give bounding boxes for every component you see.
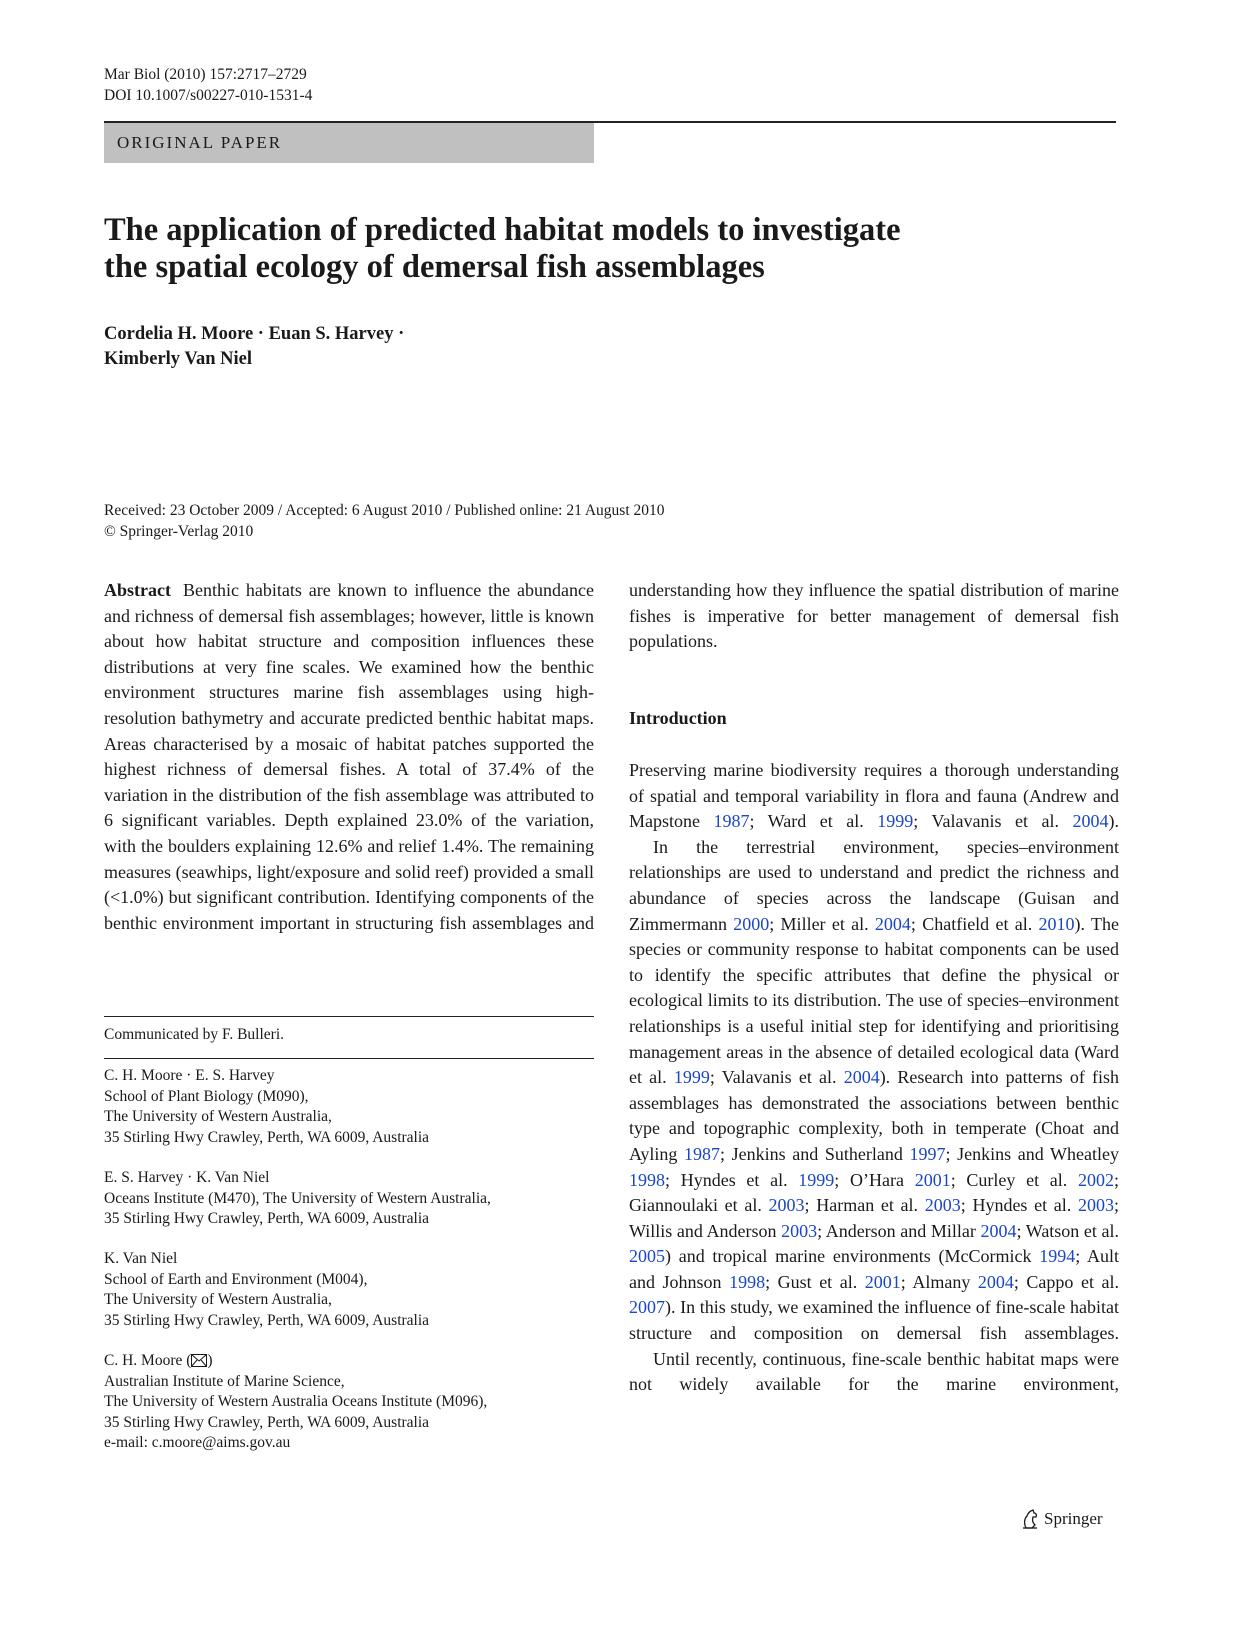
paragraph-text: ). In this study, we examined the influence of fine-scale habitat structure and composition on demersal fish assemblages.: [629, 1297, 1119, 1344]
doi[interactable]: DOI 10.1007/s00227-010-1531-4: [104, 87, 313, 104]
citation-link[interactable]: 1998: [629, 1169, 665, 1190]
abstract-continuation: [629, 578, 1119, 655]
journal-volume-pages: Mar Biol (2010) 157:2717–2729: [104, 66, 307, 83]
journal-citation: [104, 64, 312, 106]
corresponding-line: The University of Western Australia Oceans Institute (M096),: [104, 1393, 488, 1411]
author-list: [104, 322, 804, 372]
introduction-paragraph-1: [629, 758, 1119, 835]
citation-link[interactable]: 2003: [768, 1195, 805, 1216]
paragraph-text: ; Hyndes et al.: [960, 1195, 1078, 1216]
affiliation-line: Oceans Institute (M470), The University of Western Australia,: [104, 1189, 491, 1207]
paragraph-text: ; Willis and Anderson: [629, 1195, 1119, 1241]
paragraph-text: In the terrestrial environment, species–environment relationships are used to understand and predict the richness and abundance of species across the landscape (Guisan and Zimmermann: [629, 836, 1119, 934]
citation-link[interactable]: 2003: [1077, 1195, 1114, 1216]
introduction-paragraph-2: [629, 835, 1119, 1347]
article-title: [104, 212, 1084, 286]
paragraph-text: ; Anderson and Millar: [817, 1220, 981, 1241]
introduction-heading: Introduction: [629, 708, 727, 728]
affiliation-names: C. H. Moore · E. S. Harvey: [104, 1067, 275, 1084]
paragraph-text: ; O’Hara: [834, 1169, 915, 1190]
affiliation-line: 35 Stirling Hwy Crawley, Perth, WA 6009, Australia: [104, 1128, 430, 1146]
citation-link[interactable]: 2003: [924, 1195, 961, 1216]
paragraph-text: ; Ward et al.: [749, 811, 878, 832]
citation-link[interactable]: 2001: [914, 1169, 951, 1190]
citation-link[interactable]: 2001: [864, 1271, 901, 1292]
affiliation-line: School of Plant Biology (M090),: [104, 1087, 309, 1105]
citation-link[interactable]: 2002: [1077, 1169, 1114, 1190]
affiliation-names: K. Van Niel: [104, 1250, 178, 1267]
paragraph-text: ; Gust et al.: [765, 1271, 865, 1292]
abstract-text: Benthic habitats are known to influence the abundance and richness of demersal fish assemblages; however, little is known about how habitat structure and composition influences these distributions at very fine scales. We examined how the benthic environment structures marine fish assemblages using high-resolution bathymetry and accurate predicted benthic habitat maps. Areas characterised by a mosaic of habitat patches supported the highest richness of demersal fishes. A total of 37.4% of the variation in the distribution of the fish assemblage was attributed to 6 significant variables. Depth explained 23.0% of the variation, with the boulders explaining 12.6% and relief 1.4%. The remaining measures (seawhips, light/exposure and solid reef) provided a small (<1.0%) but significant contribution. Identifying components of the benthic environment important in structuring fish assemblages and: [104, 580, 594, 933]
affiliation-1: [104, 1066, 624, 1148]
paragraph-text: ; Almany: [900, 1271, 978, 1292]
abstract-paragraph: [104, 578, 594, 936]
introduction-body: [629, 758, 1119, 1398]
email-address[interactable]: e-mail: c.moore@aims.gov.au: [104, 1434, 291, 1452]
corresponding-name: C. H. Moore ( ): [104, 1352, 213, 1369]
citation-link[interactable]: 1999: [798, 1169, 835, 1190]
publication-dates: [104, 500, 665, 542]
affiliation-line: The University of Western Australia,: [104, 1108, 332, 1126]
abstract-label: Abstract: [104, 580, 171, 600]
citation-link[interactable]: 2004: [843, 1067, 880, 1088]
citation-link[interactable]: 1994: [1039, 1246, 1076, 1267]
citation-link[interactable]: 1999: [877, 811, 914, 832]
paragraph-text: ; Valavanis et al.: [913, 811, 1073, 832]
affiliation-2: [104, 1168, 624, 1230]
citation-link[interactable]: 2005: [629, 1246, 665, 1267]
history-dates: Received: 23 October 2009 / Accepted: 6 August 2010 / Published online: 21 August 2010: [104, 502, 665, 519]
envelope-icon[interactable]: [191, 1354, 207, 1367]
citation-link[interactable]: 2003: [781, 1220, 818, 1241]
citation-link[interactable]: 2004: [980, 1220, 1017, 1241]
springer-logo: [1020, 1508, 1103, 1530]
citation-link[interactable]: 1987: [683, 1143, 720, 1164]
footnote-rule-bottom: [104, 1058, 594, 1059]
abstract-continuation-text: understanding how they influence the spatial distribution of marine fishes is imperative for better management of demersal fish populations.: [629, 580, 1119, 652]
affiliation-names: E. S. Harvey · K. Van Niel: [104, 1169, 270, 1186]
citation-link[interactable]: 1987: [713, 811, 750, 832]
paragraph-text: ; Chatfield et al.: [910, 913, 1039, 934]
paragraph-text: ). Research into patterns of fish assemblages has demonstrated the associations between benthic type and topographic complexity, both in temperate (Choat and Ayling: [629, 1067, 1119, 1164]
paragraph-text: ; Giannoulaki et al.: [629, 1169, 1119, 1216]
communicated-by: Communicated by F. Bulleri.: [104, 1026, 285, 1043]
paragraph-text: ) and tropical marine environments (McCormick: [665, 1246, 1040, 1267]
paragraph-text: ; Valavanis et al.: [709, 1067, 844, 1088]
authors-line-1: Cordelia H. Moore · Euan S. Harvey ·: [104, 324, 405, 344]
authors-line-2: Kimberly Van Niel: [104, 349, 253, 369]
corresponding-line: 35 Stirling Hwy Crawley, Perth, WA 6009, Australia: [104, 1413, 430, 1431]
citation-link[interactable]: 2010: [1038, 913, 1075, 934]
paragraph-text: ; Cappo et al.: [1013, 1271, 1119, 1292]
copyright: © Springer-Verlag 2010: [104, 523, 254, 540]
paragraph-text: ; Watson et al.: [1016, 1220, 1119, 1241]
affiliation-line: 35 Stirling Hwy Crawley, Perth, WA 6009, Australia: [104, 1311, 430, 1329]
title-line-2: the spatial ecology of demersal fish assemblages: [104, 249, 765, 285]
citation-link[interactable]: 1998: [729, 1271, 766, 1292]
paragraph-text: ; Curley et al.: [950, 1169, 1078, 1190]
publisher-name: Springer: [1044, 1509, 1103, 1528]
paragraph-text: ; Miller et al.: [769, 913, 875, 934]
paragraph-text: ; Hyndes et al.: [665, 1169, 799, 1190]
citation-link[interactable]: 2007: [629, 1297, 665, 1318]
citation-link[interactable]: 2004: [977, 1271, 1014, 1292]
paragraph-text: ; Ault and Johnson: [629, 1246, 1119, 1292]
affiliation-3: [104, 1249, 624, 1331]
title-line-1: The application of predicted habitat models to investigate: [104, 212, 901, 248]
citation-link[interactable]: 2004: [1072, 811, 1109, 832]
paper-type-banner: ORIGINAL PAPER: [104, 123, 594, 163]
paragraph-text: Preserving marine biodiversity requires a thorough understanding of spatial and temporal variability in flora and fauna (Andrew and Mapstone: [629, 760, 1119, 832]
footnote-rule-top: [104, 1016, 594, 1017]
paragraph-text: ; Jenkins and Wheatley: [945, 1143, 1119, 1164]
affiliation-line: School of Earth and Environment (M004),: [104, 1270, 368, 1288]
corresponding-line: Australian Institute of Marine Science,: [104, 1372, 345, 1390]
paragraph-text: ). The species or community response to habitat components can be used to identify the specific attributes that define the physical or ecological limits to its distribution. The use of species–environment relationships is a useful initial step for identifying and prioritising management areas in the absence of detailed ecological data (Ward et al.: [629, 913, 1119, 1088]
paragraph-text: ).: [1108, 811, 1119, 832]
paragraph-text: ; Jenkins and Sutherland: [719, 1143, 910, 1164]
citation-link[interactable]: 2000: [733, 913, 770, 934]
citation-link[interactable]: 1999: [673, 1067, 710, 1088]
affiliation-line: 35 Stirling Hwy Crawley, Perth, WA 6009, Australia: [104, 1210, 430, 1228]
corresponding-author: [104, 1351, 624, 1454]
citation-link[interactable]: 1997: [909, 1143, 946, 1164]
affiliation-line: The University of Western Australia,: [104, 1291, 332, 1309]
citation-link[interactable]: 2004: [874, 913, 911, 934]
paragraph-text: ; Harman et al.: [804, 1195, 925, 1216]
introduction-paragraph-3: Until recently, continuous, fine-scale benthic habitat maps were not widely available for the marine environment,: [629, 1348, 1119, 1395]
abstract: [104, 578, 594, 936]
springer-horse-icon: [1020, 1508, 1040, 1530]
